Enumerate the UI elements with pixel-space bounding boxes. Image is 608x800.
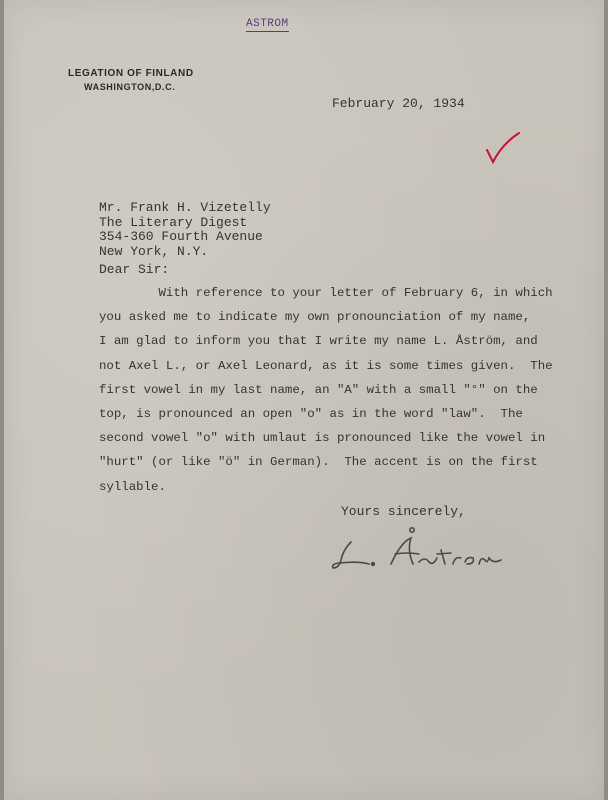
letter-sheet (4, 0, 604, 800)
salutation: Dear Sir: (99, 262, 170, 277)
letterhead-legation: LEGATION OF FINLAND (68, 68, 194, 79)
body-line: With reference to your letter of February 6, in which (99, 286, 553, 300)
body-line: you asked me to indicate my own pronounciation of my name, (99, 310, 531, 325)
check-mark-icon (484, 130, 524, 170)
recipient-name: Mr. Frank H. Vizetelly (99, 200, 271, 215)
body-line: first vowel in my last name, an "A" with a small "°" on the (99, 382, 538, 397)
body-line: second vowel "o" with umlaut is pronounced like the vowel in (99, 431, 546, 446)
handwritten-signature (329, 520, 509, 580)
letterhead-city: WASHINGTON,D.C. (84, 82, 176, 92)
recipient-address (99, 201, 271, 259)
letter-body (99, 281, 553, 499)
filing-stamp-name: ASTROM (246, 18, 289, 30)
closing: Yours sincerely, (341, 504, 466, 519)
body-line: top, is pronounced an open "o" as in the word "law". The (99, 407, 523, 422)
body-line: syllable. (99, 479, 166, 494)
body-line: I am glad to inform you that I write my name L. Åström, and (99, 334, 538, 349)
recipient-street: 354-360 Fourth Avenue (99, 229, 263, 244)
letter-date: February 20, 1934 (332, 96, 465, 111)
body-line: not Axel L., or Axel Leonard, as it is some times given. The (99, 358, 553, 373)
body-line: "hurt" (or like "ö" in German). The accent is on the first (99, 455, 538, 470)
recipient-city: New York, N.Y. (99, 243, 209, 259)
recipient-company: The Literary Digest (99, 214, 248, 230)
